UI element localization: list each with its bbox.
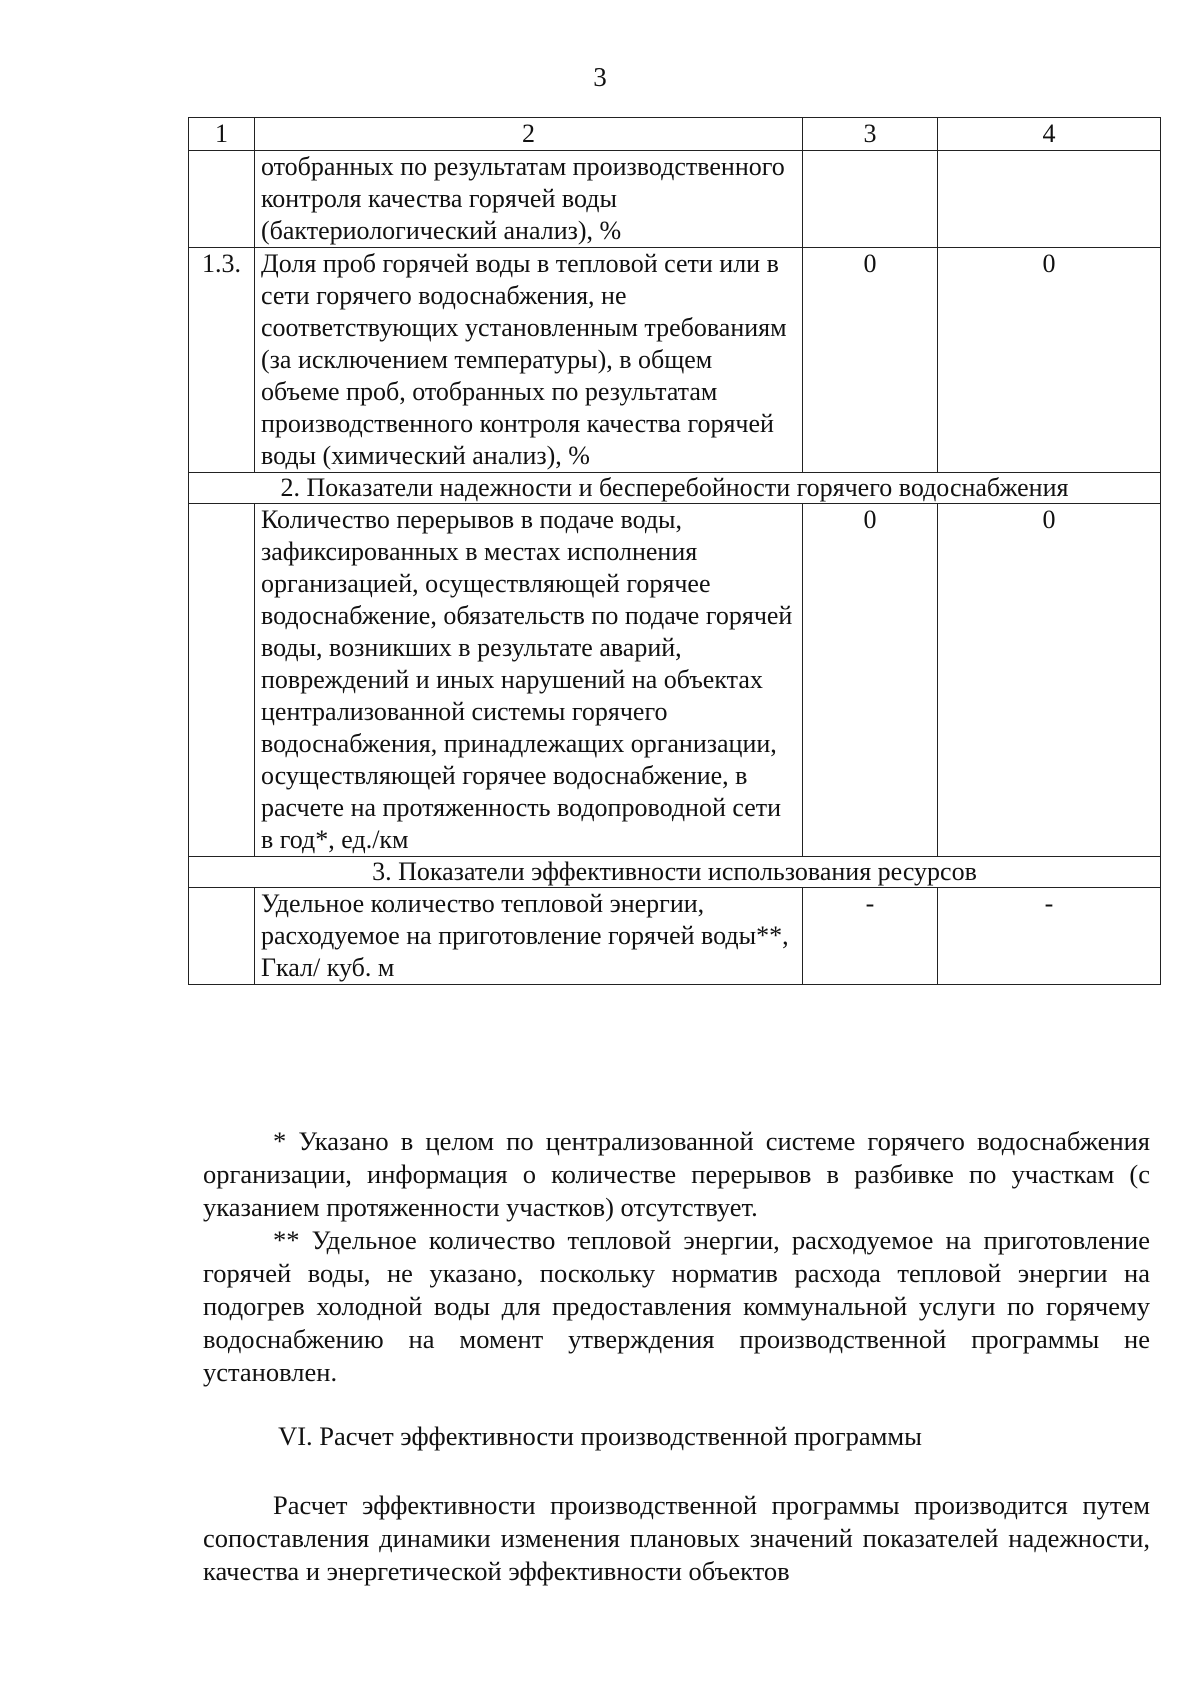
footnote-2: ** Удельное количество тепловой энергии, расходуемое на приготовление горячей воды, не указано, поскольку норматив расхода тепловой энергии на подогрев холодной воды для предоставления коммунальной услуги по горячему водоснабжению на момент утверждения производственной программы не установлен.: [203, 1225, 1150, 1387]
row-number: [189, 888, 255, 985]
row-value-col3: [803, 151, 938, 248]
section-vi-paragraph: Расчет эффективности производственной программы производится путем сопоставления динамики изменения плановых значений показателей надежности, качества и энергетической эффективности объектов: [203, 1490, 1150, 1586]
header-col-2: 2: [255, 118, 803, 151]
header-col-3: 3: [803, 118, 938, 151]
footnote-1: * Указано в целом по централизованной системе горячего водоснабжения организации, информация о количестве перерывов в разбивке по участкам (с указанием протяженности участков) отсутствует.: [203, 1126, 1150, 1222]
row-text: отобранных по результатам производственного контроля качества горячей воды (бактериологический анализ), %: [255, 151, 803, 248]
row-number: 1.3.: [189, 248, 255, 473]
section-row: [189, 857, 1161, 888]
row-value-col3: 0: [803, 248, 938, 473]
row-text: Количество перерывов в подаче воды, зафиксированных в местах исполнения организацией, осуществляющей горячее водоснабжение, обязательств по подаче горячей воды, возникших в результате аварий, повреждений и иных нарушений на объектах централизованной системы горячего водоснабжения, принадлежащих организации, осуществляющей горячее водоснабжение, в расчете на протяженность водопроводной сети в год*, ед./км: [255, 504, 803, 857]
section-vi-heading: VI. Расчет эффективности производственной программы: [278, 1421, 922, 1451]
row-value-col4: [938, 151, 1161, 248]
section-3-heading: 3. Показатели эффективности использования ресурсов: [189, 857, 1161, 888]
table-row: [189, 248, 1161, 473]
section-row: [189, 473, 1161, 504]
section-2-heading: 2. Показатели надежности и бесперебойности горячего водоснабжения: [189, 473, 1161, 504]
row-text: Удельное количество тепловой энергии, расходуемое на приготовление горячей воды**, Гкал/ куб. м: [255, 888, 803, 985]
row-number: [189, 504, 255, 857]
row-value-col4: 0: [938, 248, 1161, 473]
row-value-col4: 0: [938, 504, 1161, 857]
table-row: [189, 151, 1161, 248]
row-number: [189, 151, 255, 248]
row-text: Доля проб горячей воды в тепловой сети или в сети горячего водоснабжения, не соответствующих установленным требованиям (за исключением температуры), в общем объеме проб, отобранных по результатам производственного контроля качества горячей воды (химический анализ), %: [255, 248, 803, 473]
indicators-table: [188, 117, 1161, 985]
header-col-1: 1: [189, 118, 255, 151]
table-header-row: [189, 118, 1161, 151]
page-number: 3: [593, 62, 607, 92]
row-value-col3: 0: [803, 504, 938, 857]
header-col-4: 4: [938, 118, 1161, 151]
table-row: [189, 888, 1161, 985]
row-value-col4: -: [938, 888, 1161, 985]
row-value-col3: -: [803, 888, 938, 985]
table-row: [189, 504, 1161, 857]
